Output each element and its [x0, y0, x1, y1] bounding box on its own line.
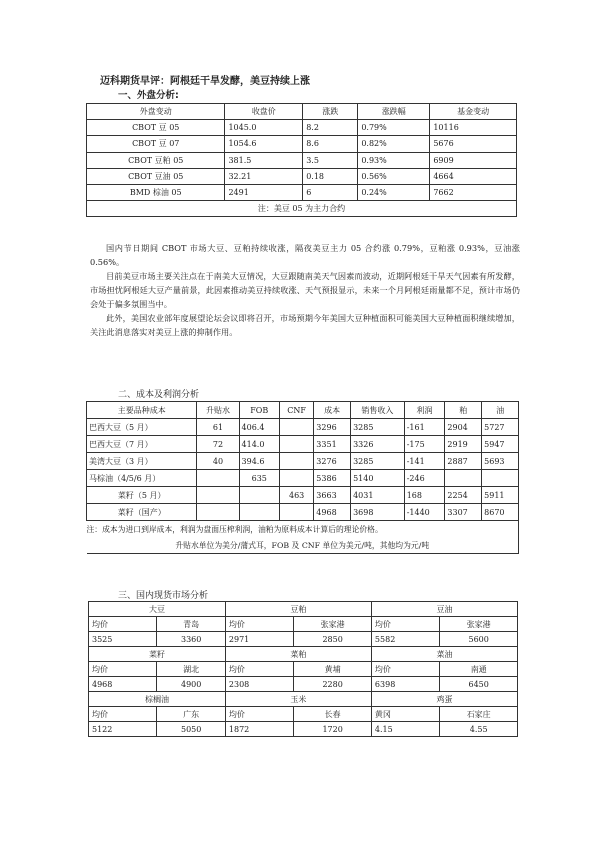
table-cell: 3326	[351, 436, 405, 453]
foreign-market-table	[86, 103, 517, 217]
paragraph: 国内节日期间 CBOT 市场大豆、豆粕持续收涨，隔夜美豆主力 05 合约涨 0.79%，豆粕涨 0.93%，豆油涨 0.56%。	[90, 243, 520, 267]
table-cell: 4968	[314, 504, 351, 521]
table-cell: 5140	[351, 470, 405, 487]
table-cell: 均价	[89, 662, 157, 677]
table-cell: 黄埔	[294, 662, 372, 677]
table-header-cell: 油	[482, 402, 519, 419]
table-cell: CBOT 豆 07	[87, 136, 225, 152]
section-heading-cost: 二、成本及利润分析	[118, 390, 200, 400]
table-cell	[197, 487, 239, 504]
table-header-cell: 升贴水	[197, 402, 239, 419]
table-cell: -1440	[404, 504, 445, 521]
table-cell: 8.2	[303, 120, 358, 136]
cost-profit-table	[86, 401, 519, 554]
table-cell: 均价	[225, 707, 293, 722]
table-row	[87, 470, 519, 487]
table-row	[89, 632, 518, 647]
table-cell: 均价	[89, 617, 157, 632]
table-cell: 6909	[430, 152, 517, 168]
table-cell: 168	[404, 487, 445, 504]
table-cell: 414.0	[239, 436, 279, 453]
table-cell: 均价	[89, 707, 157, 722]
table-cell: 3307	[445, 504, 482, 521]
table-cell: 3698	[351, 504, 405, 521]
table-cell	[239, 487, 279, 504]
table-cell: 5386	[314, 470, 351, 487]
table-cell: BMD 棕油 05	[87, 184, 225, 200]
table-cell: 8670	[482, 504, 519, 521]
table-cell: 5693	[482, 453, 519, 470]
table-cell: 3.5	[303, 152, 358, 168]
table-cell: 4.15	[371, 722, 439, 737]
table-cell: -246	[404, 470, 445, 487]
table-cell: 0.79%	[358, 120, 430, 136]
table-group-cell: 菜油	[371, 647, 517, 662]
table-row	[87, 168, 517, 184]
table-header-cell: 主要品种成本	[87, 402, 197, 419]
table-header-cell: 涨跌	[303, 104, 358, 120]
table-cell: 394.6	[239, 453, 279, 470]
table-cell: 40	[197, 453, 239, 470]
table-cell: -161	[404, 419, 445, 436]
table-group-cell: 菜籽	[89, 647, 226, 662]
table-cell: CBOT 豆粕 05	[87, 152, 225, 168]
table-cell: 6450	[440, 677, 518, 692]
spot-market-table	[88, 601, 518, 737]
table-header-cell: 收盘价	[225, 104, 303, 120]
table-cell: 均价	[225, 662, 293, 677]
table-row	[87, 419, 519, 436]
table-cell: 5122	[89, 722, 157, 737]
table-cell: 5947	[482, 436, 519, 453]
paragraph: 此外，美国农业部年度展望论坛会议即将召开，市场预期今年美国大豆种植面积可能美国大豆种植面积继续增加，关注此消息落实对美豆上涨的抑制作用。	[90, 313, 520, 337]
table-cell: -175	[404, 436, 445, 453]
table-cell: 湖北	[157, 662, 225, 677]
table-note: 注：美豆 05 为主力合约	[87, 201, 517, 217]
table-row	[89, 722, 518, 737]
table-cell: 5676	[430, 136, 517, 152]
table-cell: 菜籽（国产）	[87, 504, 197, 521]
table-cell: 3360	[157, 632, 225, 647]
table-cell: 7662	[430, 184, 517, 200]
table-note: 升贴水单位为美分/蒲式耳，FOB 及 CNF 单位为美元/吨，其他均为元/吨	[87, 537, 519, 554]
table-cell: 4664	[430, 168, 517, 184]
table-cell	[279, 470, 313, 487]
table-cell: 5727	[482, 419, 519, 436]
table-cell: 5911	[482, 487, 519, 504]
table-cell	[197, 470, 239, 487]
table-row	[89, 617, 518, 632]
table-cell: 1872	[225, 722, 293, 737]
table-cell: 2971	[225, 632, 293, 647]
table-cell: 3285	[351, 453, 405, 470]
table-cell: 菜籽（5 月）	[87, 487, 197, 504]
table-cell: 5050	[157, 722, 225, 737]
table-cell: 3663	[314, 487, 351, 504]
table-cell: 61	[197, 419, 239, 436]
table-group-cell: 棕榈油	[89, 692, 226, 707]
table-cell: 均价	[225, 617, 293, 632]
table-cell: 青岛	[157, 617, 225, 632]
table-cell: 张家港	[294, 617, 372, 632]
table-cell: 1720	[294, 722, 372, 737]
table-cell: 406.4	[239, 419, 279, 436]
table-cell: 4.55	[440, 722, 518, 737]
table-cell: 3525	[89, 632, 157, 647]
table-note: 注：成本为进口到岸成本，利润为盘面压榨利润，油粕为原料成本计算后的理论价格。	[87, 521, 519, 538]
table-cell	[197, 504, 239, 521]
table-cell: 马棕油（4/5/6 月）	[87, 470, 197, 487]
section-heading-spot: 三、国内现货市场分析	[118, 591, 209, 601]
table-cell: 1045.0	[225, 120, 303, 136]
table-row	[87, 120, 517, 136]
table-cell: 5600	[440, 632, 518, 647]
table-header-cell: 成本	[314, 402, 351, 419]
table-cell: 巴西大豆（7 月）	[87, 436, 197, 453]
table-group-cell: 玉米	[225, 692, 371, 707]
table-cell: 2254	[445, 487, 482, 504]
table-cell: 0.93%	[358, 152, 430, 168]
table-cell	[482, 470, 519, 487]
table-header-row	[87, 402, 519, 419]
table-cell: 8.6	[303, 136, 358, 152]
table-cell: 均价	[371, 662, 439, 677]
table-cell: 3285	[351, 419, 405, 436]
table-row	[87, 184, 517, 200]
table-row	[87, 487, 519, 504]
table-cell	[239, 504, 279, 521]
table-row	[87, 152, 517, 168]
table-cell: 3351	[314, 436, 351, 453]
table-cell: 均价	[371, 617, 439, 632]
table-cell: 黄冈	[371, 707, 439, 722]
table-cell: 5582	[371, 632, 439, 647]
table-cell	[279, 436, 313, 453]
table-cell: 3296	[314, 419, 351, 436]
table-cell: 2919	[445, 436, 482, 453]
table-header-cell: 销售收入	[351, 402, 405, 419]
table-cell: -141	[404, 453, 445, 470]
table-header-cell: 粕	[445, 402, 482, 419]
table-cell: 2850	[294, 632, 372, 647]
table-note-row	[87, 201, 517, 217]
table-cell: 张家港	[440, 617, 518, 632]
table-cell: 1054.6	[225, 136, 303, 152]
analysis-text	[90, 241, 520, 339]
table-cell: 0.56%	[358, 168, 430, 184]
table-cell: 10116	[430, 120, 517, 136]
table-cell: 32.21	[225, 168, 303, 184]
table-cell: 美湾大豆（3 月）	[87, 453, 197, 470]
table-header-row	[87, 104, 517, 120]
table-cell: 3276	[314, 453, 351, 470]
table-header-cell: 涨跌幅	[358, 104, 430, 120]
table-group-cell: 鸡蛋	[371, 692, 517, 707]
table-row	[89, 662, 518, 677]
table-group-cell: 豆粕	[225, 602, 371, 617]
table-row	[87, 136, 517, 152]
table-group-row	[89, 602, 518, 617]
table-cell: 635	[239, 470, 279, 487]
table-cell: 石家庄	[440, 707, 518, 722]
table-row	[87, 453, 519, 470]
table-cell: 2491	[225, 184, 303, 200]
page-title: 迈科期货早评：阿根廷干旱发酵，美豆持续上涨	[100, 76, 310, 87]
table-group-row	[89, 647, 518, 662]
table-cell: 4968	[89, 677, 157, 692]
table-cell	[445, 470, 482, 487]
table-cell: 6	[303, 184, 358, 200]
table-cell: 4900	[157, 677, 225, 692]
table-row	[89, 707, 518, 722]
table-cell: 4031	[351, 487, 405, 504]
table-cell: 2308	[225, 677, 293, 692]
table-cell: CBOT 豆油 05	[87, 168, 225, 184]
table-cell: 72	[197, 436, 239, 453]
table-cell: 长春	[294, 707, 372, 722]
paragraph: 目前美豆市场主要关注点在于南美大豆情况，大豆跟随南美天气因素而波动，近期阿根廷干旱天气因素有所发酵，市场担忧阿根廷大豆产量前景，此因素推动美豆持续收涨、天气预报显示，未来一个月阿根廷雨量都不足，预计市场仍会处于偏多氛围当中。	[90, 271, 520, 309]
table-group-row	[89, 692, 518, 707]
table-note-row	[87, 521, 519, 538]
table-cell: 0.18	[303, 168, 358, 184]
table-header-cell: CNF	[279, 402, 313, 419]
table-cell: CBOT 豆 05	[87, 120, 225, 136]
table-cell	[279, 504, 313, 521]
table-cell: 463	[279, 487, 313, 504]
table-group-cell: 菜粕	[225, 647, 371, 662]
table-group-cell: 大豆	[89, 602, 226, 617]
table-header-cell: 利润	[404, 402, 445, 419]
table-cell: 0.82%	[358, 136, 430, 152]
table-cell: 南通	[440, 662, 518, 677]
table-cell: 2887	[445, 453, 482, 470]
table-note-row	[87, 537, 519, 554]
table-header-cell: FOB	[239, 402, 279, 419]
table-header-cell: 基金变动	[430, 104, 517, 120]
section-heading-foreign: 一、外盘分析:	[118, 90, 179, 101]
table-cell: 2904	[445, 419, 482, 436]
table-cell: 广东	[157, 707, 225, 722]
table-row	[87, 504, 519, 521]
table-row	[87, 436, 519, 453]
table-header-cell: 外盘变动	[87, 104, 225, 120]
table-cell: 巴西大豆（5 月）	[87, 419, 197, 436]
table-cell: 381.5	[225, 152, 303, 168]
table-cell	[279, 453, 313, 470]
table-cell: 0.24%	[358, 184, 430, 200]
table-row	[89, 677, 518, 692]
table-cell	[279, 419, 313, 436]
table-group-cell: 豆油	[371, 602, 517, 617]
table-cell: 6398	[371, 677, 439, 692]
table-cell: 2280	[294, 677, 372, 692]
